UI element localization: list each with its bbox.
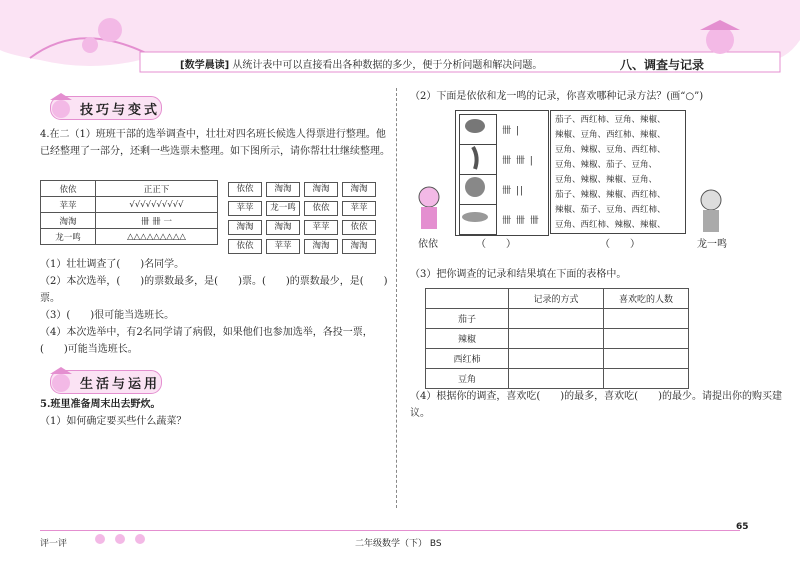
footer-book: 二年级数学（下） BS: [355, 539, 442, 549]
ballot: 苹苹: [304, 220, 338, 235]
girl-character-icon: [412, 185, 446, 237]
tally-mark: 卌 卌 卌: [502, 216, 540, 226]
record-line: 豆角、西红柿、辣椒、辣椒、: [555, 220, 666, 230]
table-row: 依依 正正下: [41, 181, 218, 197]
ballot: 依依: [304, 201, 338, 216]
column-divider: [396, 88, 397, 508]
ballot: 苹苹: [342, 201, 376, 216]
q5-intro: 5.班里准备周末出去野炊。: [40, 399, 161, 410]
table-row: 西红柿: [426, 349, 689, 369]
table-row: 豆角: [426, 369, 689, 389]
q4-sub2: （2）本次选举，( )的票数最多，是( )票。( )的票数最少，是( )票。: [40, 276, 388, 304]
vote-table: [40, 180, 218, 245]
q4-sub1: （1）壮壮调查了( )名同学。: [40, 259, 185, 270]
rating-icons[interactable]: [92, 532, 152, 546]
choice-blank-right[interactable]: （ ）: [600, 239, 640, 250]
page-number: 65: [736, 522, 749, 532]
chapter-title: 八、调查与记录: [620, 58, 705, 72]
ballot: 淘淘: [342, 239, 376, 254]
q5-sub1: （1）如何确定要买些什么蔬菜？: [40, 416, 187, 427]
name-yiyi: 依依: [418, 239, 438, 250]
q5-sub2: （2）下面是依依和龙一鸣的记录，你喜欢哪种记录方法？(画“○”): [410, 91, 704, 102]
tally-mark: 卌 卌 |: [502, 156, 534, 166]
daily-text: 从统计表中可以直接看出各种数据的多少，便于分析问题和解决问题。: [232, 60, 543, 71]
boy-character-icon: [694, 188, 728, 238]
vegetable-pictures: [459, 113, 543, 233]
record-line: 茄子、西红柿、豆角、辣椒、: [555, 115, 666, 125]
ballot: 依依: [342, 220, 376, 235]
table-row: 辣椒: [426, 329, 689, 349]
section-title-life: 生活与运用: [80, 377, 161, 392]
table-row: 记录的方式 喜欢吃的人数: [426, 289, 689, 309]
ballot: 苹苹: [228, 201, 262, 216]
ballot: 淘淘: [266, 220, 300, 235]
q4-sub4: （4）本次选举中，有2名同学请了病假，如果他们也参加选举，各投一票，( )可能当选班长。: [40, 327, 373, 355]
ballot: 苹苹: [266, 239, 300, 254]
ballot: 淘淘: [342, 182, 376, 197]
q4-intro: 4.在二（1）班班干部的选举调查中，壮壮对四名班长候选人得票进行整理。他已经整理了一部分，还剩一些选票未整理。如下图所示，请你帮壮壮继续整理。: [40, 129, 390, 157]
q4-sub3: （3）( )很可能当选班长。: [40, 310, 175, 321]
ballot: 依依: [228, 239, 262, 254]
ballot: 淘淘: [228, 220, 262, 235]
record-line: 豆角、辣椒、辣椒、豆角、: [555, 175, 658, 185]
footer-rate: 评一评: [40, 539, 68, 549]
ballot: 依依: [228, 182, 262, 197]
table-row: 苹苹 √√√√√√√√√√: [41, 197, 218, 213]
record-line: 辣椒、茄子、豆角、西红柿、: [555, 205, 666, 215]
record-line: 辣椒、豆角、西红柿、辣椒、: [555, 130, 666, 140]
section-title-skills: 技巧与变式: [80, 103, 161, 118]
ballot-grid: [228, 182, 378, 254]
ballot: 淘淘: [304, 239, 338, 254]
ballot: 龙一鸣: [266, 201, 300, 216]
ballot: 淘淘: [304, 182, 338, 197]
record-line: 豆角、辣椒、茄子、豆角、: [555, 160, 658, 170]
record-line: 豆角、辣椒、豆角、西红柿、: [555, 145, 666, 155]
record-line: 茄子、辣椒、辣椒、西红柿、: [555, 190, 666, 200]
doctor-hat-icon: [48, 364, 74, 394]
survey-table: [425, 288, 689, 389]
table-row: 淘淘 卌 卌 一: [41, 213, 218, 229]
table-row: 茄子: [426, 309, 689, 329]
q5-sub4: （4）根据你的调查，喜欢吃( )的最多，喜欢吃( )的最少。请提出你的购买建议。: [410, 391, 782, 419]
tally-mark: 卌 |: [502, 126, 520, 136]
tally-mark: 卌 ||: [502, 186, 524, 196]
doctor-hat-icon: [48, 90, 74, 120]
name-record-box: [550, 110, 686, 234]
choice-blank-left[interactable]: （ ）: [476, 239, 516, 250]
q5-sub3: （3）把你调查的记录和结果填在下面的表格中。: [410, 269, 627, 280]
name-longyiming: 龙一鸣: [697, 239, 727, 250]
daily-label: [数学晨读]: [180, 60, 230, 71]
ballot: 淘淘: [266, 182, 300, 197]
daily-reading: [180, 56, 542, 71]
table-row: 龙一鸣 △△△△△△△△△: [41, 229, 218, 245]
footer-line: [40, 530, 740, 531]
